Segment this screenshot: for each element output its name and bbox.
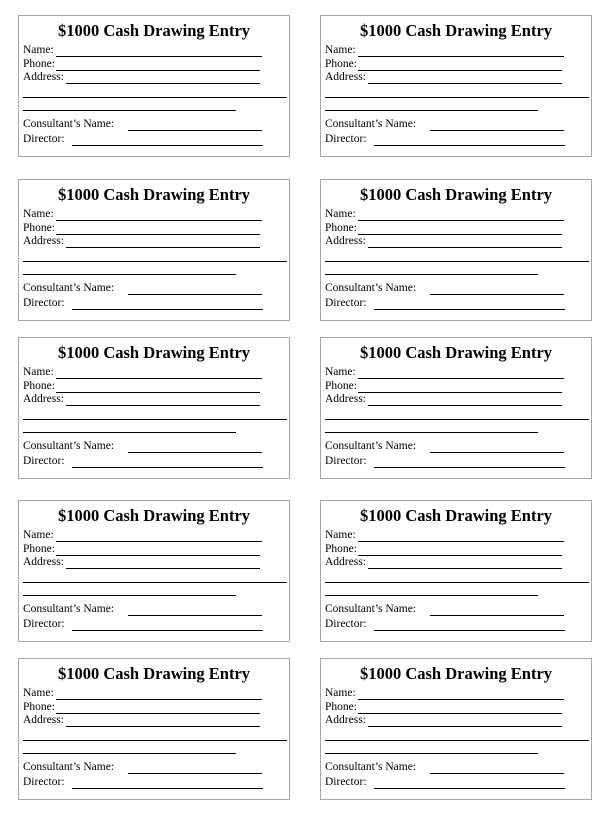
address-line-2[interactable] (23, 261, 287, 262)
consultant-name-label: Consultant’s Name: (325, 440, 417, 452)
phone-line[interactable] (358, 555, 562, 556)
phone-line[interactable] (358, 392, 562, 393)
address-line-3[interactable] (325, 274, 538, 275)
address-line-3[interactable] (23, 595, 236, 596)
card-title: $1000 Cash Drawing Entry (359, 506, 553, 525)
phone-label: Phone: (23, 701, 55, 713)
address-line-2[interactable] (23, 582, 287, 583)
consultant-name-line[interactable] (128, 130, 262, 131)
address-line[interactable] (66, 568, 260, 569)
card-title: $1000 Cash Drawing Entry (359, 664, 553, 683)
name-label: Name: (325, 208, 356, 220)
entry-card-3 (18, 179, 290, 321)
name-label: Name: (325, 44, 356, 56)
director-label: Director: (325, 133, 367, 145)
phone-label: Phone: (325, 543, 357, 555)
address-line-2[interactable] (23, 97, 287, 98)
director-label: Director: (23, 297, 65, 309)
consultant-name-line[interactable] (128, 773, 262, 774)
consultant-name-label: Consultant’s Name: (325, 603, 417, 615)
phone-line[interactable] (56, 392, 260, 393)
director-label: Director: (325, 618, 367, 630)
director-line[interactable] (72, 467, 263, 468)
consultant-name-label: Consultant’s Name: (325, 282, 417, 294)
consultant-name-line[interactable] (128, 452, 262, 453)
address-label: Address: (325, 235, 366, 247)
director-label: Director: (325, 776, 367, 788)
address-line-3[interactable] (325, 595, 538, 596)
consultant-name-line[interactable] (430, 294, 564, 295)
name-line[interactable] (358, 56, 564, 57)
entry-card-5 (18, 337, 290, 479)
address-line-3[interactable] (23, 753, 236, 754)
consultant-name-label: Consultant’s Name: (23, 761, 115, 773)
director-line[interactable] (374, 145, 565, 146)
phone-label: Phone: (23, 222, 55, 234)
consultant-name-label: Consultant’s Name: (23, 118, 115, 130)
director-label: Director: (325, 297, 367, 309)
consultant-name-line[interactable] (128, 615, 262, 616)
consultant-name-label: Consultant’s Name: (23, 603, 115, 615)
address-label: Address: (23, 714, 64, 726)
address-line-3[interactable] (23, 274, 236, 275)
consultant-name-label: Consultant’s Name: (23, 282, 115, 294)
address-label: Address: (23, 393, 64, 405)
consultant-name-line[interactable] (430, 773, 564, 774)
address-line-3[interactable] (325, 432, 538, 433)
director-label: Director: (23, 776, 65, 788)
consultant-name-label: Consultant’s Name: (325, 761, 417, 773)
director-label: Director: (23, 618, 65, 630)
name-line[interactable] (56, 541, 262, 542)
address-label: Address: (23, 71, 64, 83)
director-line[interactable] (72, 309, 263, 310)
consultant-name-label: Consultant’s Name: (23, 440, 115, 452)
address-line-2[interactable] (325, 261, 589, 262)
phone-label: Phone: (325, 222, 357, 234)
phone-label: Phone: (23, 380, 55, 392)
address-line[interactable] (368, 726, 562, 727)
director-line[interactable] (72, 145, 263, 146)
entry-card-8 (320, 500, 592, 642)
address-line-3[interactable] (23, 110, 236, 111)
address-line-2[interactable] (325, 740, 589, 741)
entry-card-9 (18, 658, 290, 800)
address-line-3[interactable] (23, 432, 236, 433)
address-label: Address: (325, 71, 366, 83)
entry-card-6 (320, 337, 592, 479)
name-label: Name: (325, 529, 356, 541)
address-line-2[interactable] (325, 97, 589, 98)
card-title: $1000 Cash Drawing Entry (57, 185, 251, 204)
name-label: Name: (23, 687, 54, 699)
name-line[interactable] (358, 541, 564, 542)
director-label: Director: (23, 133, 65, 145)
address-line-2[interactable] (325, 419, 589, 420)
director-line[interactable] (374, 630, 565, 631)
address-line-2[interactable] (23, 740, 287, 741)
phone-line[interactable] (358, 70, 562, 71)
phone-line[interactable] (358, 713, 562, 714)
phone-label: Phone: (325, 701, 357, 713)
name-line[interactable] (358, 699, 564, 700)
address-label: Address: (325, 393, 366, 405)
card-title: $1000 Cash Drawing Entry (359, 21, 553, 40)
phone-line[interactable] (358, 234, 562, 235)
address-line[interactable] (368, 405, 562, 406)
name-line[interactable] (358, 220, 564, 221)
phone-line[interactable] (56, 70, 260, 71)
director-line[interactable] (374, 467, 565, 468)
address-line[interactable] (368, 83, 562, 84)
phone-label: Phone: (23, 58, 55, 70)
name-line[interactable] (358, 378, 564, 379)
consultant-name-line[interactable] (430, 130, 564, 131)
director-line[interactable] (72, 788, 263, 789)
address-line-2[interactable] (325, 582, 589, 583)
name-line[interactable] (56, 699, 262, 700)
consultant-name-line[interactable] (430, 452, 564, 453)
card-title: $1000 Cash Drawing Entry (359, 343, 553, 362)
name-label: Name: (23, 208, 54, 220)
name-line[interactable] (56, 56, 262, 57)
address-line-3[interactable] (325, 753, 538, 754)
name-label: Name: (325, 687, 356, 699)
name-line[interactable] (56, 220, 262, 221)
address-line[interactable] (368, 247, 562, 248)
name-label: Name: (23, 529, 54, 541)
phone-line[interactable] (56, 713, 260, 714)
consultant-name-line[interactable] (430, 615, 564, 616)
phone-line[interactable] (56, 234, 260, 235)
address-line[interactable] (66, 247, 260, 248)
name-line[interactable] (56, 378, 262, 379)
name-label: Name: (23, 366, 54, 378)
address-line[interactable] (66, 726, 260, 727)
director-line[interactable] (374, 309, 565, 310)
address-label: Address: (325, 714, 366, 726)
entry-card-1 (18, 15, 290, 157)
address-line[interactable] (66, 405, 260, 406)
address-label: Address: (325, 556, 366, 568)
phone-label: Phone: (23, 543, 55, 555)
entry-card-2 (320, 15, 592, 157)
address-line-3[interactable] (325, 110, 538, 111)
card-title: $1000 Cash Drawing Entry (57, 506, 251, 525)
consultant-name-label: Consultant’s Name: (325, 118, 417, 130)
director-line[interactable] (72, 630, 263, 631)
entry-card-10 (320, 658, 592, 800)
phone-label: Phone: (325, 380, 357, 392)
phone-label: Phone: (325, 58, 357, 70)
consultant-name-line[interactable] (128, 294, 262, 295)
director-label: Director: (23, 455, 65, 467)
director-label: Director: (325, 455, 367, 467)
entry-card-7 (18, 500, 290, 642)
card-title: $1000 Cash Drawing Entry (359, 185, 553, 204)
card-title: $1000 Cash Drawing Entry (57, 21, 251, 40)
address-line[interactable] (368, 568, 562, 569)
address-label: Address: (23, 235, 64, 247)
phone-line[interactable] (56, 555, 260, 556)
address-label: Address: (23, 556, 64, 568)
card-title: $1000 Cash Drawing Entry (57, 664, 251, 683)
name-label: Name: (325, 366, 356, 378)
address-line-2[interactable] (23, 419, 287, 420)
director-line[interactable] (374, 788, 565, 789)
name-label: Name: (23, 44, 54, 56)
entry-card-4 (320, 179, 592, 321)
address-line[interactable] (66, 83, 260, 84)
card-title: $1000 Cash Drawing Entry (57, 343, 251, 362)
